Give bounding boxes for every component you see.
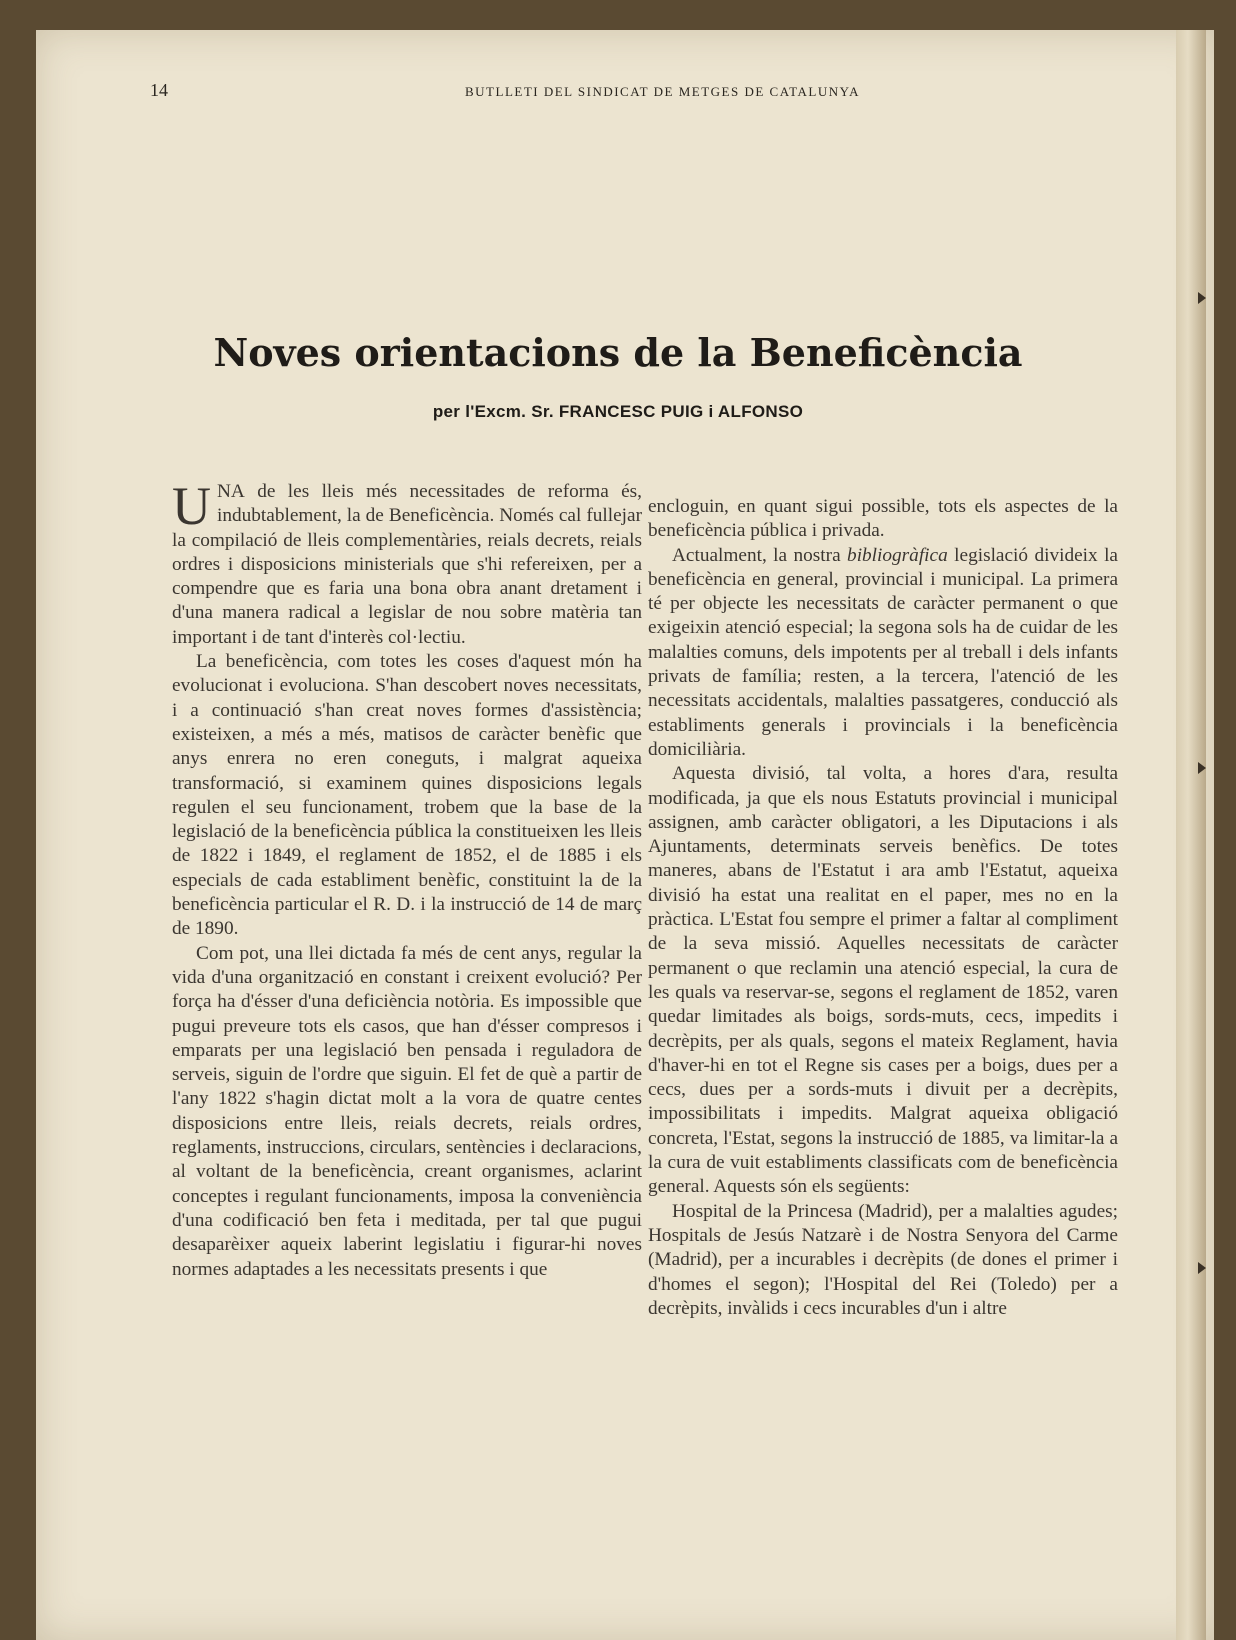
page-tab-marker bbox=[1198, 762, 1206, 774]
article-byline: per l'Excm. Sr. FRANCESC PUIG i ALFONSO bbox=[432, 402, 804, 421]
paragraph-text: Actualment, la nostra bbox=[672, 544, 848, 566]
paragraph-text: legislació divideix la beneficència en general, provincial i municipal. La primera té per objecte les necessitats de caràcter permanent o que exigeixin atenció especial; la segona sols ha de cuidar de les malalties comuns, dels impotents per al treball i dels infants privats de família; resten, a la tercera, l'atenció de les necessitats accidentals, malalties passatgeres, conducció als establiments generals i provincials i la beneficència domiciliària. bbox=[648, 544, 1118, 760]
drop-cap: U bbox=[172, 476, 211, 536]
paragraph: Aquesta divisió, tal volta, a hores d'ara, resulta modificada, ja que els nous Estatuts provincial i municipal assignen, amb caràcter obligatori, a les Diputacions i als Ajuntaments, determinats serveis benèfics. De totes maneres, abans de l'Estatut i ara amb l'Estatut, aqueixa divisió ha estat una realitat en el paper, mes no en la pràctica. L'Estat fou sempre el primer a faltar al compliment de la seva missió. Aquelles necessitats de caràcter permanent o que reclamin una atenció especial, la cura de les quals va reservar-se, segons el reglament de 1852, varen quedar limitades als boigs, sords-muts, cecs, impedits i decrèpits, per als quals, segons el mateix Reglament, havia d'haver-hi en tot el Regne sis cases per a boigs, dues per a cecs, dues per a sords-muts i divuit per a decrèpits, impossibilitats i impedits. Malgrat aqueixa obligació concreta, l'Estat, segons la instrucció de 1885, va limitar-la a la cura de vuit establiments classificats com de beneficència general. Aquests són els següents: bbox=[648, 763, 1118, 1198]
left-column bbox=[172, 476, 642, 1282]
page-edge bbox=[1176, 30, 1206, 1640]
first-word-rest: NA bbox=[217, 481, 245, 502]
page-tab-marker bbox=[1198, 292, 1206, 304]
paragraph bbox=[648, 544, 1118, 763]
paragraph: Com pot, una llei dictada fa més de cent anys, regular la vida d'una organització en constant i creixent evolució? Per força ha d'ésser d'una deficiència notòria. Es impossible que pugui preveure tots els casos, que han d'ésser compresos i emparats per una legislació ben pensada i reguladora de serveis, siguin de l'ordre que siguin. El fet de què a partir de l'any 1822 s'hagin dictat molt a la vora de quatre centes disposicions entre lleis, reials decrets, reials ordres, reglaments, instruccions, circulars, sentències i declaracions, al voltant de la beneficència, creant organismes, aclarint conceptes i regulant funcionaments, imposa la conveniència d'una codificació ben feta i meditada, per tal que pugui desaparèixer aqueix laberint legislatiu i figurar-hi noves normes adaptades a les necessitats presents i que bbox=[172, 942, 642, 1280]
paragraph: encloguin, en quant sigui possible, tots els aspectes de la beneficència pública i privada. bbox=[648, 496, 1118, 542]
running-head: BUTLLETI DEL SINDICAT DE METGES DE CATALUNYA bbox=[465, 84, 860, 99]
article-title: Noves orientacions de la Beneficència bbox=[213, 330, 1023, 375]
paragraph bbox=[172, 476, 642, 650]
paragraph-text: de les lleis més necessitades de reforma és, indubtablement, la de Beneficència. Només cal fullejar la compilació de lleis complementàries, reials decrets, reials ordres i disposicions ministerials que s'hi refereixen, per a compendre que es faria una bona obra anant dretament i d'una manera radical a legislar de nou sobre matèria tan important i de tant d'interès col·lectiu. bbox=[172, 481, 642, 648]
paragraph: Hospital de la Princesa (Madrid), per a malalties agudes; Hospitals de Jesús Natzarè i de Nostra Senyora del Carme (Madrid), per a incurables i decrèpits (de dones el primer i d'homes el segon); l'Hospital del Rei (Toledo) per a decrèpits, invàlids i cecs incurables d'un i altre bbox=[648, 1200, 1118, 1319]
page-tab-marker bbox=[1198, 1262, 1206, 1274]
paragraph: La beneficència, com totes les coses d'aquest món ha evolucionat i evoluciona. S'han descobert noves necessitats, i a continuació s'han creat noves formes d'assistència; existeixen, a més a més, matisos de caràcter benèfic que anys enrera no eren coneguts, i malgrat aqueixa transformació, si examinem quines disposicions legals regulen el seu funcionament, trobem que la base de la legislació de la beneficència pública la constitueixen les lleis de 1822 i 1849, el reglament de 1852, el de 1885 i els especials de cada establiment benèfic, constituint la de la beneficència particular el R. D. i la instrucció de 14 de març de 1890. bbox=[172, 651, 642, 940]
page-header bbox=[150, 80, 1140, 110]
emphasis: bibliogràfica bbox=[847, 544, 948, 566]
right-column bbox=[648, 495, 1118, 1321]
page-number: 14 bbox=[150, 80, 168, 100]
